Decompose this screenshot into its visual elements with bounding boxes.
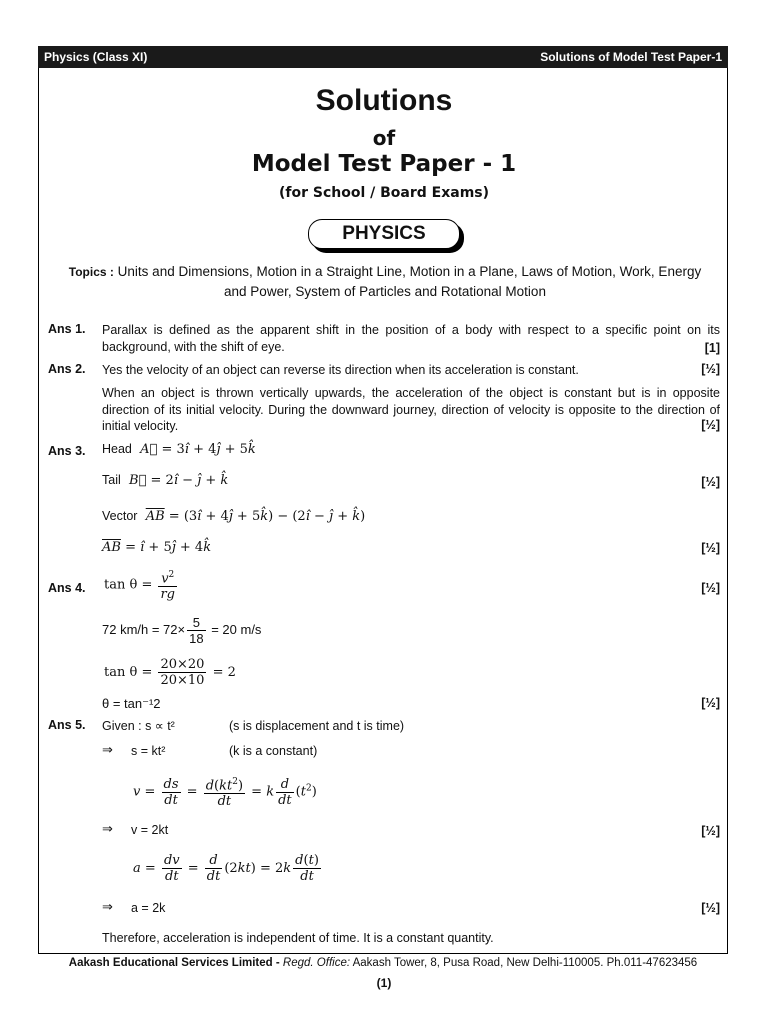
ans5-mark1: [½] <box>701 824 720 838</box>
title-solutions: Solutions <box>315 84 453 117</box>
ans1-mark: [1] <box>704 341 720 355</box>
ans2-mark2: [½] <box>701 418 720 432</box>
ans3-tail-label: Tail <box>102 473 121 487</box>
ans4-speed-end: = 20 m/s <box>211 621 262 637</box>
ans3-head-eq: Head A⃗ = 3î + 4ĵ + 5k̂ <box>102 442 256 457</box>
ans5-given: Given : s ∝ t² <box>102 719 175 733</box>
ans4-mark1: [½] <box>701 581 720 595</box>
ans3-mark2: [½] <box>701 541 720 555</box>
header-left: Physics (Class XI) <box>44 50 148 64</box>
footer-company: Aakash Educational Services Limited - <box>68 957 280 969</box>
implies-icon: ⇒ <box>102 900 113 915</box>
ans5-given-note: (s is displacement and t is time) <box>229 719 405 733</box>
ans3-label: Ans 3. <box>48 444 86 458</box>
ans5-a: a = 2k <box>131 901 166 915</box>
topics <box>60 262 710 302</box>
implies-icon: ⇒ <box>102 743 113 758</box>
title-exam: (for School / Board Exams) <box>278 185 490 201</box>
ans5-mark2: [½] <box>701 901 720 915</box>
ans4-speed-eq: 72 km/h = 72× $\frac{5}{18}$ = 20 m/s <box>102 615 262 646</box>
title-paper: Model Test Paper - 1 <box>251 151 517 177</box>
ans4-speed-text: 72 km/h = 72× <box>102 621 186 637</box>
ans2-text2: When an object is thrown vertically upwards, the acceleration of the object is constant but is in opposite direction of its initial velocity. During the downward journey, direction of velocity is opposite to the direction of initial velocity. <box>102 386 720 433</box>
ans3-result-eq: $\overline{AB}$ = î + 5ĵ + 4k̂ <box>102 540 212 555</box>
ans3-tail-eq: Tail B⃗ = 2î − ĵ + k̂ <box>102 473 229 488</box>
ans2-mark1: [½] <box>701 362 720 376</box>
ans5-v-derivation: v = $\frac{ds}{dt}$ = $\frac{d(kt^2)}{dt}$ = k $\frac{d}{dt}$ $(t^2)$ <box>133 776 317 810</box>
ans3-mark1: [½] <box>701 475 720 489</box>
header-right: Solutions of Model Test Paper-1 <box>540 50 722 64</box>
topics-text: Units and Dimensions, Motion in a Straight Line, Motion in a Plane, Laws of Motion, Work, Energy and Power, System of Particles and Rotational Motion <box>117 264 702 299</box>
ans4-mark2: [½] <box>701 696 720 710</box>
ans4-theta: θ = tan⁻¹2 <box>102 696 161 711</box>
footer <box>38 957 728 969</box>
title-of: of <box>372 126 396 150</box>
ans4-tan-eq: tan θ = $\frac{v^2}{rg}$ <box>104 570 176 603</box>
footer-address: Aakash Tower, 8, Pusa Road, New Delhi-110005. Ph.011-47623456 <box>352 957 698 969</box>
ans5-s: s = kt² <box>131 744 166 758</box>
ans5-label: Ans 5. <box>48 718 86 732</box>
ans3-vector-label: Vector <box>102 509 138 523</box>
subject-badge: PHYSICS <box>308 219 460 249</box>
ans4-tan-value-eq: tan θ = $\frac{20\times 20}{20\times 10}$ = 2 <box>104 657 236 688</box>
ans5-v: v = 2kt <box>131 823 169 837</box>
ans3-vector-eq: Vector $\overline{AB}$ = (3î + 4ĵ + 5k̂) − (2î − ĵ + k̂) <box>102 509 366 524</box>
ans5-s-note: (k is a constant) <box>229 744 318 758</box>
page-frame <box>38 46 728 954</box>
topics-label: Topics : <box>68 265 114 279</box>
page-number: (1) <box>376 976 392 990</box>
ans3-head-label: Head <box>102 442 132 456</box>
ans5-a-derivation: a = $\frac{dv}{dt}$ = $\frac{d}{dt}$ (2kt) = 2k $\frac{d(t)}{dt}$ <box>133 853 319 884</box>
implies-icon: ⇒ <box>102 822 113 837</box>
header-bar <box>38 46 728 68</box>
ans2-text1: Yes the velocity of an object can reverse its direction when its acceleration is constant. <box>102 363 579 377</box>
ans1-text: Parallax is defined as the apparent shift in the position of a body with respect to a specific point on its background, with the shift of eye. <box>102 323 720 354</box>
ans1-label: Ans 1. <box>48 322 86 336</box>
footer-office-label: Regd. Office: <box>282 957 351 969</box>
ans2-label: Ans 2. <box>48 362 86 376</box>
ans5-conclusion: Therefore, acceleration is independent of time. It is a constant quantity. <box>102 931 494 945</box>
ans4-label: Ans 4. <box>48 581 86 595</box>
